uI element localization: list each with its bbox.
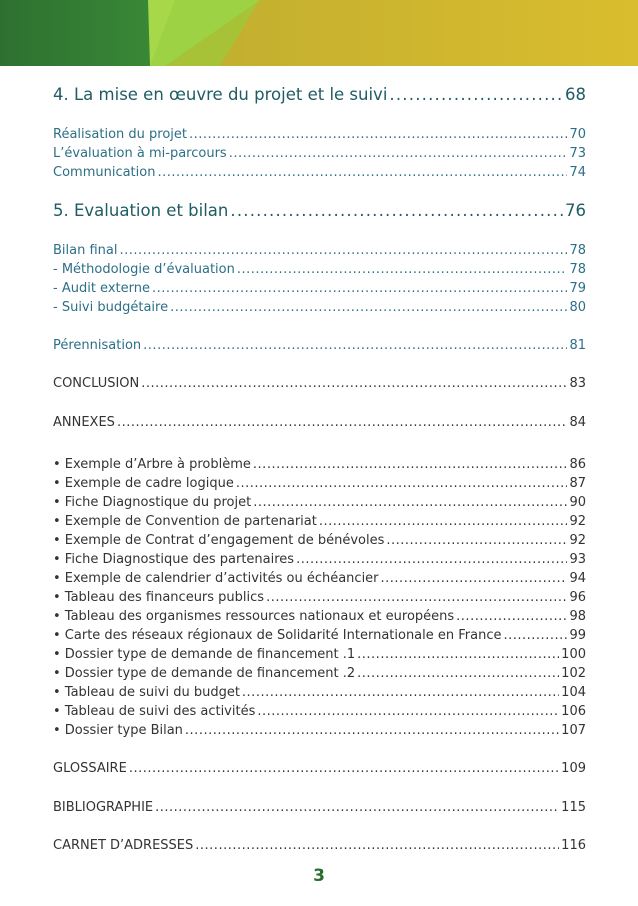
toc-entry-label: - Méthodologie d’évaluation [53, 262, 235, 277]
toc-entry-page: 98 [569, 609, 586, 624]
dot-leader [229, 145, 568, 162]
page-number: 3 [313, 866, 325, 886]
dot-leader [319, 513, 568, 530]
dot-leader [129, 760, 559, 777]
dot-leader [120, 242, 568, 259]
dot-leader [456, 608, 567, 625]
toc-entry-page: 92 [569, 514, 586, 529]
toc-entry-page: 102 [561, 666, 586, 681]
dot-leader [236, 475, 568, 492]
toc-entry-page: 106 [561, 704, 586, 719]
toc-entry-label: • Exemple de Contrat d’engagement de bénévoles [53, 533, 385, 548]
toc-entry[interactable] [53, 799, 586, 816]
toc-entry[interactable] [53, 475, 586, 492]
toc-entry[interactable] [53, 646, 586, 663]
toc-entry-page: 99 [569, 628, 586, 643]
toc-entry-label: • Fiche Diagnostique des partenaires [53, 552, 295, 567]
toc-entry-label: Bilan final [53, 243, 118, 258]
toc-entry[interactable] [53, 608, 586, 625]
toc-entry-page: 78 [569, 262, 586, 277]
dot-leader [253, 494, 567, 511]
toc-entry[interactable] [53, 494, 586, 511]
toc-entry-label: 5. Evaluation et bilan [53, 201, 229, 220]
toc-entry[interactable] [53, 703, 586, 720]
toc-entry[interactable] [53, 684, 586, 701]
toc-entry-page: 81 [569, 338, 586, 353]
dot-leader [170, 299, 567, 316]
toc-entry-page: 79 [569, 281, 586, 296]
toc-entry-label: • Tableau des financeurs publics [53, 590, 265, 605]
toc-entry-label: • Exemple d’Arbre à problème [53, 457, 251, 472]
toc-entry[interactable] [53, 414, 586, 431]
toc-entry[interactable] [53, 760, 586, 777]
toc-entry[interactable] [53, 570, 586, 587]
toc-entry-page: 84 [569, 415, 586, 430]
toc-entry[interactable] [53, 261, 586, 278]
toc-entry-label: Réalisation du projet [53, 127, 188, 142]
toc-entry[interactable] [53, 722, 586, 739]
toc-entry-page: 94 [569, 571, 586, 586]
dot-leader [230, 200, 563, 222]
toc-entry[interactable] [53, 589, 586, 606]
toc-entry-page: 87 [569, 476, 586, 491]
toc-entry-label: GLOSSAIRE [53, 761, 127, 776]
dot-leader [242, 684, 559, 701]
dot-leader [237, 261, 568, 278]
toc-entry-label: - Suivi budgétaire [53, 300, 169, 315]
toc-entry[interactable] [53, 164, 586, 181]
toc-entry-label: • Exemple de cadre logique [53, 476, 234, 491]
dot-leader [253, 456, 568, 473]
dot-leader [504, 627, 568, 644]
toc-entry-page: 73 [569, 146, 586, 161]
toc-entry-label: Communication [53, 165, 156, 180]
toc-entry-label: CONCLUSION [53, 376, 140, 391]
toc-entry-page: 90 [569, 495, 586, 510]
dot-leader [117, 414, 568, 431]
toc-entry-label: • Fiche Diagnostique du projet [53, 495, 252, 510]
toc-entry-label: L’évaluation à mi-parcours [53, 146, 227, 161]
toc-entry-page: 70 [569, 127, 586, 142]
toc-entry[interactable] [53, 299, 586, 316]
toc-entry[interactable] [53, 456, 586, 473]
dot-leader [296, 551, 567, 568]
toc-entry-label: Pérennisation [53, 338, 142, 353]
toc-entry-page: 80 [569, 300, 586, 315]
toc-entry[interactable] [53, 513, 586, 530]
toc-entry[interactable] [53, 837, 586, 854]
toc-entry-label: • Dossier type de demande de financement .1 [53, 647, 356, 662]
toc-entry-label: ANNEXES [53, 415, 115, 430]
toc-entry-page: 107 [561, 723, 586, 738]
toc-entry[interactable] [53, 337, 586, 354]
dot-leader [143, 337, 567, 354]
toc-entry-label: • Tableau de suivi du budget [53, 685, 240, 700]
toc-entry-label: • Tableau de suivi des activités [53, 704, 256, 719]
toc-entry[interactable] [53, 665, 586, 682]
dot-leader [257, 703, 559, 720]
toc-entry-label: 4. La mise en œuvre du projet et le suivi [53, 85, 388, 104]
toc-entry-page: 68 [565, 85, 586, 104]
toc-entry-page: 104 [561, 685, 586, 700]
toc-entry-label: • Tableau des organismes ressources nationaux et européens [53, 609, 455, 624]
dot-leader [266, 589, 567, 606]
toc-entry-label: CARNET D’ADRESSES [53, 838, 194, 853]
toc-entry[interactable] [53, 627, 586, 644]
toc-entry-page: 116 [561, 838, 586, 853]
header-graphic [0, 0, 638, 66]
toc-entry-page: 86 [569, 457, 586, 472]
toc-entry-page: 93 [569, 552, 586, 567]
dot-leader [381, 570, 568, 587]
header-band [0, 0, 638, 66]
dot-leader [152, 280, 567, 297]
toc-entry-label: • Exemple de calendrier d’activités ou échéancier [53, 571, 379, 586]
toc-entry-page: 100 [561, 647, 586, 662]
toc-entry-page: 76 [565, 201, 586, 220]
toc-entry[interactable] [53, 145, 586, 162]
toc-entry-page: 83 [569, 376, 586, 391]
toc-entry-page: 115 [561, 800, 586, 815]
toc-entry-page: 96 [569, 590, 586, 605]
toc-entry-label: BIBLIOGRAPHIE [53, 800, 154, 815]
toc-entry-page: 78 [569, 243, 586, 258]
dot-leader [185, 722, 559, 739]
toc-entry-label: • Dossier type Bilan [53, 723, 183, 738]
toc-entry[interactable] [53, 551, 586, 568]
toc-entry[interactable] [53, 126, 586, 143]
toc-entry-page: 109 [561, 761, 586, 776]
dot-leader [386, 532, 567, 549]
dot-leader [195, 837, 559, 854]
dot-leader [141, 375, 567, 392]
toc-entry-page: 92 [569, 533, 586, 548]
toc-entry-label: • Carte des réseaux régionaux de Solidarité Internationale en France [53, 628, 502, 643]
toc-entry-page: 74 [569, 165, 586, 180]
dot-leader [155, 799, 559, 816]
toc-entry-label: - Audit externe [53, 281, 150, 296]
toc-entry[interactable] [53, 200, 586, 222]
dot-leader [389, 84, 563, 106]
dot-leader [357, 665, 559, 682]
dot-leader [189, 126, 567, 143]
toc-entry[interactable] [53, 375, 586, 392]
toc-entry-label: • Exemple de Convention de partenariat [53, 514, 317, 529]
toc-entry[interactable] [53, 84, 586, 106]
toc-entry[interactable] [53, 532, 586, 549]
toc-entry-label: • Dossier type de demande de financement .2 [53, 666, 356, 681]
dot-leader [157, 164, 567, 181]
toc-entry[interactable] [53, 280, 586, 297]
toc-entry[interactable] [53, 242, 586, 259]
dot-leader [357, 646, 559, 663]
